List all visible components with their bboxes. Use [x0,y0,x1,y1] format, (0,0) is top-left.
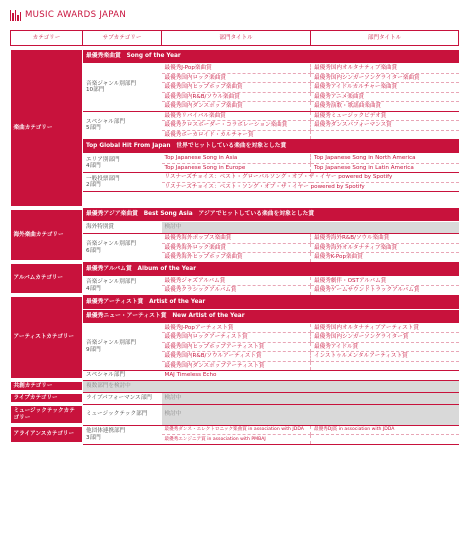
award-cell: 最優秀海外ヒップホップ楽曲賞 [162,253,311,263]
table-header-row [11,31,459,46]
artist-header-row-1 [11,295,459,309]
award-cell: インストゥルメンタルアーティスト賞 [311,352,459,362]
award-cell: 最優秀国内オルタナティブアーティスト賞 [311,323,459,333]
award-cell: 最優秀海外R&B/ソウル楽曲賞 [311,234,459,244]
award-cell: 最優秀海外オルタナティブ楽曲賞 [311,243,459,253]
overseas-header-row [11,208,459,222]
award-cell: 最優秀ジャズアルバム賞 [162,276,311,286]
album-genre-subcategory: 音楽ジャンル別部門 4部門 [83,276,162,295]
award-cell: 最優秀アイドル賞 [311,342,459,352]
header-title-1: 部門タイトル [162,31,311,46]
award-cell: リスナーズチョイス：ベスト・ソング・オブ・ザ・イヤー powered by Spotify [162,182,459,192]
award-cell: 最優秀国内ダンスポップアーティスト賞 [162,361,311,371]
header-title-2: 部門タイトル [311,31,459,46]
new-artist-header: 最優秀ニュー・アーティスト賞 New Artist of the Year [83,309,459,323]
tbd-cell: 複数部門を検討中 [83,380,459,392]
overseas-special-subcategory: 海外特別賞 [83,222,162,234]
live-row [11,392,459,404]
album-category-label: アルバムカテゴリー [11,262,83,295]
music-genre-subcategory: 音楽ジャンル別部門 10部門 [83,64,162,112]
award-cell: Top Japanese Song in Asia [162,154,311,164]
award-cell: 最優秀国内ヒップホップ楽曲賞 [162,83,311,93]
award-cell: 最優秀J-Popアーティスト賞 [162,323,311,333]
live-category-label: ライブカテゴリー [11,392,83,404]
alliance-subcategory: 他団体連携部門 3部門 [83,425,162,444]
award-cell: 最優秀リバイバル楽曲賞 [162,111,311,121]
award-cell: 最優秀ボーカロイド・カルチャー賞 [162,130,311,140]
award-cell: Top Japanese Song in North America [311,154,459,164]
award-cell: 最優秀ミュージックビデオ賞 [311,111,459,121]
logo-text: MUSIC AWARDS JAPAN [24,10,127,20]
overseas-category-label: 海外楽曲カテゴリー [11,208,83,262]
award-cell: 最優秀国内R&B/ソウル楽曲賞 [162,92,311,102]
header-subcategory: サブカテゴリー [83,31,162,46]
music-category-label: 楽曲カテゴリー [11,50,83,208]
musictech-row [11,404,459,425]
award-cell: 最優秀劇伴・OSTアルバム賞 [311,276,459,286]
award-cell: 最優秀国内R&B/ソウルアーティスト賞 [162,352,311,362]
global-hit-header: Top Global Hit From Japan 世界でヒットしている楽曲を対象とした賞 [83,140,459,154]
award-cell: 最優秀国内オルタナティブ楽曲賞 [311,64,459,74]
artist-of-the-year-header: 最優秀アーティスト賞 Artist of the Year [83,295,459,309]
award-cell: 最優秀クロスボーダー・コラボレーション楽曲賞 [162,121,311,131]
award-cell: 最優秀国内シンガーソングライター賞 [311,333,459,343]
album-header-row [11,262,459,276]
award-cell: 最優秀海外ロック楽曲賞 [162,243,311,253]
cocreation-row [11,380,459,392]
award-cell: 最優秀国内ロックアーティスト賞 [162,333,311,343]
award-cell [311,361,459,371]
award-cell: Top Japanese Song in Latin America [311,163,459,173]
award-cell: 最優秀国内ヒップホップアーティスト賞 [162,342,311,352]
award-cell: 最優秀アイドルカルチャー楽曲賞 [311,83,459,93]
cocreation-category-label: 共創カテゴリー [11,380,83,392]
best-song-asia-header: 最優秀アジア楽曲賞 Best Song Asia アジアでヒットしている楽曲を対象とした賞 [83,208,459,222]
artist-special-subcategory: スペシャル部門 [83,371,162,381]
area-subcategory: エリア別部門 4部門 [83,154,162,173]
award-cell: 最優秀アニメ楽曲賞 [311,92,459,102]
tbd-cell: 検討中 [162,392,459,404]
award-cell: 最優秀J-Pop楽曲賞 [162,64,311,74]
award-cell [311,435,459,445]
award-cell: 最優秀ダンス・エレクトロニック楽曲賞 in association with JDDA [162,425,311,435]
award-cell: 最優秀国内ダンスポップ楽曲賞 [162,102,311,112]
tbd-cell: 検討中 [162,222,459,234]
award-cell: 最優秀ダンスパフォーマンス賞 [311,121,459,131]
musictech-subcategory: ミュージックテック部門 [83,404,162,425]
alliance-category-label: アライアンスカテゴリー [11,425,83,444]
overseas-genre-subcategory: 音楽ジャンル別部門 6部門 [83,234,162,263]
award-cell: 最優秀国内ロック楽曲賞 [162,73,311,83]
music-soy-row [11,50,459,64]
header-category: カテゴリー [11,31,83,46]
vote-subcategory: 一般投票部門 2部門 [83,173,162,192]
award-cell: Top Japanese Song in Europe [162,163,311,173]
award-cell: MAJ Timeless Echo [162,371,459,381]
award-cell: 最優秀ゲームサウンドトラックアルバム賞 [311,286,459,296]
award-cell: 最優秀国内シンガーソングライター楽曲賞 [311,73,459,83]
song-of-the-year-header: 最優秀楽曲賞 Song of the Year [83,50,459,64]
music-special-subcategory: スペシャル部門 5部門 [83,111,162,140]
award-cell: リスナーズチョイス：ベスト・グローバルソング・オブ・ザ・イヤー powered by Spotify [162,173,459,183]
artist-category-label: アーティストカテゴリー [11,295,83,380]
award-cell: 最優秀海外ポップス楽曲賞 [162,234,311,244]
award-cell: 最優秀エンジニア賞 in association with PMBAJ [162,435,311,445]
album-of-the-year-header: 最優秀アルバム賞 Album of the Year [83,262,459,276]
logo-bars-icon [10,10,21,21]
artist-genre-subcategory: 音楽ジャンル別部門 9部門 [83,323,162,371]
award-cell: 最優秀K-Pop楽曲賞 [311,253,459,263]
award-cell [311,130,459,140]
live-subcategory: ライブパフォーマンス部門 [83,392,162,404]
award-cell: 最優秀演歌・歌謡曲楽曲賞 [311,102,459,112]
award-cell: 最優秀クラシックアルバム賞 [162,286,311,296]
musictech-category-label: ミュージックテックカテゴリー [11,404,83,425]
table-row [11,425,459,435]
logo [10,8,126,22]
tbd-cell: 検討中 [162,404,459,425]
award-cell: 最優秀DJ賞 in association with JDDA [311,425,459,435]
awards-table [10,30,459,446]
